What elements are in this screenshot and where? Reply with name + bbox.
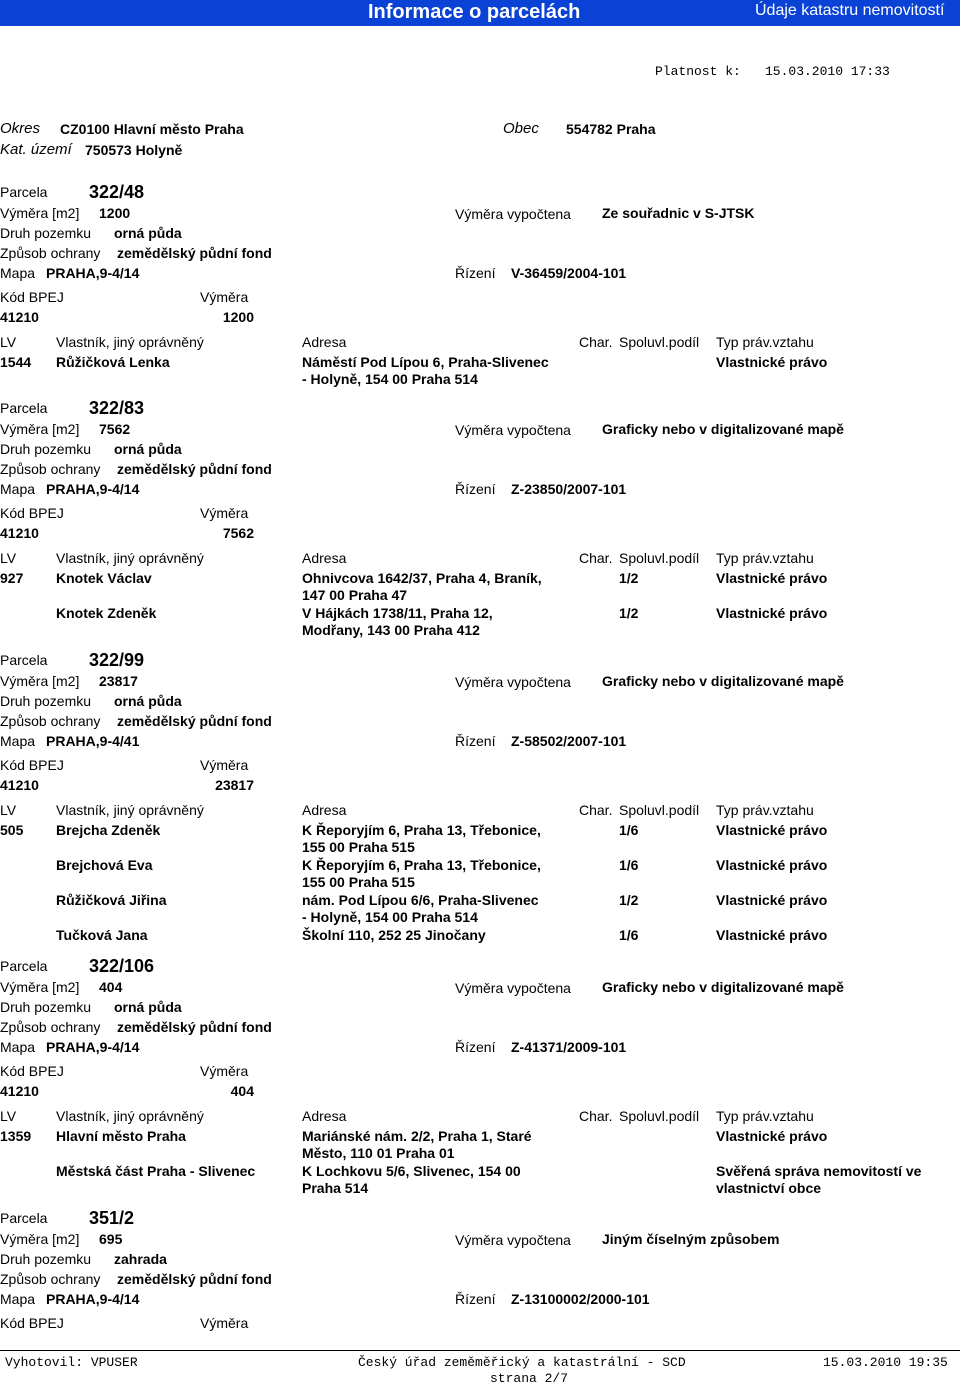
land-type-label: Druh pozemku	[0, 693, 92, 709]
proceeding-value: Z-23850/2007-101	[511, 481, 627, 497]
share-header: Spoluvl.podíl	[619, 334, 700, 350]
computed-value: Graficky nebo v digitalizované mapě	[602, 979, 844, 995]
computed-label: Výměra vypočtena	[455, 206, 571, 222]
footer-page: strana 2/7	[490, 1371, 569, 1386]
map-label: Mapa	[0, 481, 36, 497]
computed-value: Ze souřadnic v S-JTSK	[602, 205, 755, 221]
owner-address-line2: - Holyně, 154 00 Praha 514	[302, 371, 478, 387]
computed-label: Výměra vypočtena	[455, 674, 571, 690]
area-label: Výměra [m2]	[0, 979, 80, 995]
obec-value: 554782 Praha	[566, 121, 656, 137]
land-type-label: Druh pozemku	[0, 225, 92, 241]
owner-header: Vlastník, jiný oprávněný	[56, 334, 204, 350]
map-label: Mapa	[0, 265, 36, 281]
land-type-value: orná půda	[114, 225, 182, 241]
bpej-area-label: Výměra	[200, 1063, 249, 1079]
validity-value: 15.03.2010 17:33	[765, 64, 890, 79]
area-label: Výměra [m2]	[0, 673, 80, 689]
owner-address-line1: K Řeporyjím 6, Praha 13, Třebonice,	[302, 822, 541, 838]
map-value: PRAHA,9-4/14	[46, 481, 140, 497]
owner-right-type: Vlastnické právo	[716, 892, 828, 908]
protection-value: zemědělský půdní fond	[117, 461, 272, 477]
lv-value: 505	[0, 822, 24, 838]
owner-share: 1/2	[619, 605, 639, 621]
proceeding-label: Řízení	[455, 1039, 496, 1055]
lv-value: 1359	[0, 1128, 32, 1144]
land-type-value: orná půda	[114, 999, 182, 1015]
obec-label: Obec	[503, 120, 539, 137]
owner-address-line1: K Řeporyjím 6, Praha 13, Třebonice,	[302, 857, 541, 873]
char-header: Char.	[579, 802, 613, 818]
owner-address-line1: V Hájkách 1738/11, Praha 12,	[302, 605, 493, 621]
share-header: Spoluvl.podíl	[619, 802, 700, 818]
map-value: PRAHA,9-4/14	[46, 1291, 140, 1307]
map-label: Mapa	[0, 1039, 36, 1055]
owner-name: Knotek Zdeněk	[56, 605, 157, 621]
footer-office: Český úřad zeměměřický a katastrální - SCD	[358, 1355, 686, 1370]
char-header: Char.	[579, 550, 613, 566]
parcela-label: Parcela	[0, 652, 48, 668]
owner-right-type: Svěřená správa nemovitostí ve	[716, 1163, 922, 1179]
bpej-area-value: 7562	[222, 525, 254, 541]
land-type-label: Druh pozemku	[0, 441, 92, 457]
bpej-code-value: 41210	[0, 309, 39, 325]
proceeding-label: Řízení	[455, 733, 496, 749]
owner-right-type: Vlastnické právo	[716, 605, 828, 621]
parcel-number: 322/99	[89, 650, 145, 670]
owner-address-line1: Náměstí Pod Lípou 6, Praha-Slivenec	[302, 354, 549, 370]
owner-name: Městská část Praha - Slivenec	[56, 1163, 256, 1179]
footer-divider	[0, 1350, 960, 1351]
protection-label: Způsob ochrany	[0, 713, 101, 729]
proceeding-label: Řízení	[455, 481, 496, 497]
owner-right-type: Vlastnické právo	[716, 354, 828, 370]
land-type-label: Druh pozemku	[0, 1251, 92, 1267]
bpej-code-value: 41210	[0, 1083, 39, 1099]
proceeding-label: Řízení	[455, 1291, 496, 1307]
area-label: Výměra [m2]	[0, 205, 80, 221]
bpej-code-label: Kód BPEJ	[0, 1315, 64, 1331]
parcel-number: 322/83	[89, 398, 145, 418]
area-label: Výměra [m2]	[0, 421, 80, 437]
owner-share: 1/2	[619, 892, 639, 908]
protection-value: zemědělský půdní fond	[117, 1019, 272, 1035]
owner-address-line2: 147 00 Praha 47	[302, 587, 408, 603]
bpej-area-value: 23817	[215, 777, 254, 793]
owner-share: 1/6	[619, 822, 639, 838]
area-label: Výměra [m2]	[0, 1231, 80, 1247]
right-type-header: Typ práv.vztahu	[716, 802, 814, 818]
area-value: 1200	[99, 205, 131, 221]
bpej-area-label: Výměra	[200, 505, 249, 521]
area-value: 23817	[99, 673, 138, 689]
lv-value: 927	[0, 570, 24, 586]
footer-created-by: Vyhotovil: VPUSER	[5, 1355, 138, 1370]
okres-value: CZ0100 Hlavní město Praha	[60, 121, 244, 137]
bpej-area-label: Výměra	[200, 289, 249, 305]
protection-label: Způsob ochrany	[0, 1019, 101, 1035]
proceeding-value: Z-41371/2009-101	[511, 1039, 627, 1055]
bpej-code-value: 41210	[0, 525, 39, 541]
protection-label: Způsob ochrany	[0, 1271, 101, 1287]
owner-share: 1/6	[619, 927, 639, 943]
char-header: Char.	[579, 1108, 613, 1124]
katuzemi-value: 750573 Holyně	[85, 142, 183, 158]
bpej-area-value: 404	[230, 1083, 254, 1099]
owner-name: Tučková Jana	[56, 927, 148, 943]
owner-name: Brejchová Eva	[56, 857, 153, 873]
owner-address-line2: Praha 514	[302, 1180, 369, 1196]
share-header: Spoluvl.podíl	[619, 1108, 700, 1124]
bpej-code-label: Kód BPEJ	[0, 757, 64, 773]
area-value: 695	[99, 1231, 123, 1247]
area-value: 404	[99, 979, 123, 995]
bpej-area-label: Výměra	[200, 1315, 249, 1331]
owner-share: 1/6	[619, 857, 639, 873]
header-right-title: Údaje katastru nemovitostí	[755, 2, 945, 19]
computed-label: Výměra vypočtena	[455, 1232, 571, 1248]
land-type-value: orná půda	[114, 441, 182, 457]
owner-header: Vlastník, jiný oprávněný	[56, 1108, 204, 1124]
owner-address-line1: Ohnivcova 1642/37, Praha 4, Braník,	[302, 570, 542, 586]
parcel-number: 322/106	[89, 956, 155, 976]
computed-label: Výměra vypočtena	[455, 980, 571, 996]
proceeding-value: Z-13100002/2000-101	[511, 1291, 650, 1307]
owner-name: Růžičková Lenka	[56, 354, 170, 370]
lv-header: LV	[0, 802, 17, 818]
map-value: PRAHA,9-4/41	[46, 733, 140, 749]
owner-address-line1: K Lochkovu 5/6, Slivenec, 154 00	[302, 1163, 521, 1179]
owner-right-type: Vlastnické právo	[716, 857, 828, 873]
protection-label: Způsob ochrany	[0, 245, 101, 261]
owner-address-line2: Město, 110 01 Praha 01	[302, 1145, 455, 1161]
lv-header: LV	[0, 1108, 17, 1124]
address-header: Adresa	[302, 802, 347, 818]
owner-address-line2: Modřany, 143 00 Praha 412	[302, 622, 480, 638]
char-header: Char.	[579, 334, 613, 350]
map-value: PRAHA,9-4/14	[46, 1039, 140, 1055]
katuzemi-label: Kat. území	[0, 141, 72, 158]
owner-name: Knotek Václav	[56, 570, 152, 586]
parcel-number: 351/2	[89, 1208, 135, 1228]
proceeding-label: Řízení	[455, 265, 496, 281]
owner-name: Brejcha Zdeněk	[56, 822, 161, 838]
owner-right-type-line2: vlastnictví obce	[716, 1180, 822, 1196]
bpej-area-value: 1200	[222, 309, 254, 325]
parcela-label: Parcela	[0, 400, 48, 416]
land-type-label: Druh pozemku	[0, 999, 92, 1015]
owner-address-line2: - Holyně, 154 00 Praha 514	[302, 909, 478, 925]
proceeding-value: V-36459/2004-101	[511, 265, 627, 281]
protection-value: zemědělský půdní fond	[117, 713, 272, 729]
parcela-label: Parcela	[0, 184, 48, 200]
owner-name: Hlavní město Praha	[56, 1128, 186, 1144]
parcela-label: Parcela	[0, 1210, 48, 1226]
bpej-code-value: 41210	[0, 777, 39, 793]
computed-label: Výměra vypočtena	[455, 422, 571, 438]
owner-address-line1: Mariánské nám. 2/2, Praha 1, Staré	[302, 1128, 532, 1144]
footer-datetime: 15.03.2010 19:35	[823, 1355, 948, 1370]
lv-header: LV	[0, 550, 17, 566]
bpej-area-label: Výměra	[200, 757, 249, 773]
proceeding-value: Z-58502/2007-101	[511, 733, 627, 749]
owner-right-type: Vlastnické právo	[716, 822, 828, 838]
owner-right-type: Vlastnické právo	[716, 1128, 828, 1144]
page-title: Informace o parcelách	[368, 1, 581, 23]
bpej-code-label: Kód BPEJ	[0, 1063, 64, 1079]
map-value: PRAHA,9-4/14	[46, 265, 140, 281]
okres-label: Okres	[0, 120, 41, 137]
share-header: Spoluvl.podíl	[619, 550, 700, 566]
owner-name: Růžičková Jiřina	[56, 892, 167, 908]
parcela-label: Parcela	[0, 958, 48, 974]
owner-header: Vlastník, jiný oprávněný	[56, 550, 204, 566]
address-header: Adresa	[302, 334, 347, 350]
computed-value: Graficky nebo v digitalizované mapě	[602, 673, 844, 689]
area-value: 7562	[99, 421, 131, 437]
address-header: Adresa	[302, 550, 347, 566]
protection-value: zemědělský půdní fond	[117, 1271, 272, 1287]
owner-address-line2: 155 00 Praha 515	[302, 839, 415, 855]
map-label: Mapa	[0, 1291, 36, 1307]
owner-header: Vlastník, jiný oprávněný	[56, 802, 204, 818]
owner-right-type: Vlastnické právo	[716, 570, 828, 586]
owner-right-type: Vlastnické právo	[716, 927, 828, 943]
parcel-number: 322/48	[89, 182, 145, 202]
map-label: Mapa	[0, 733, 36, 749]
computed-value: Graficky nebo v digitalizované mapě	[602, 421, 844, 437]
right-type-header: Typ práv.vztahu	[716, 1108, 814, 1124]
bpej-code-label: Kód BPEJ	[0, 505, 64, 521]
lv-value: 1544	[0, 354, 32, 370]
validity-label: Platnost k:	[655, 64, 741, 79]
owner-address-line2: 155 00 Praha 515	[302, 874, 415, 890]
lv-header: LV	[0, 334, 17, 350]
owner-share: 1/2	[619, 570, 639, 586]
owner-address-line1: Školní 110, 252 25 Jinočany	[302, 927, 486, 943]
owner-address-line1: nám. Pod Lípou 6/6, Praha-Slivenec	[302, 892, 539, 908]
land-type-value: zahrada	[114, 1251, 167, 1267]
bpej-code-label: Kód BPEJ	[0, 289, 64, 305]
right-type-header: Typ práv.vztahu	[716, 334, 814, 350]
protection-value: zemědělský půdní fond	[117, 245, 272, 261]
computed-value: Jiným číselným způsobem	[602, 1231, 780, 1247]
land-type-value: orná půda	[114, 693, 182, 709]
address-header: Adresa	[302, 1108, 347, 1124]
right-type-header: Typ práv.vztahu	[716, 550, 814, 566]
protection-label: Způsob ochrany	[0, 461, 101, 477]
